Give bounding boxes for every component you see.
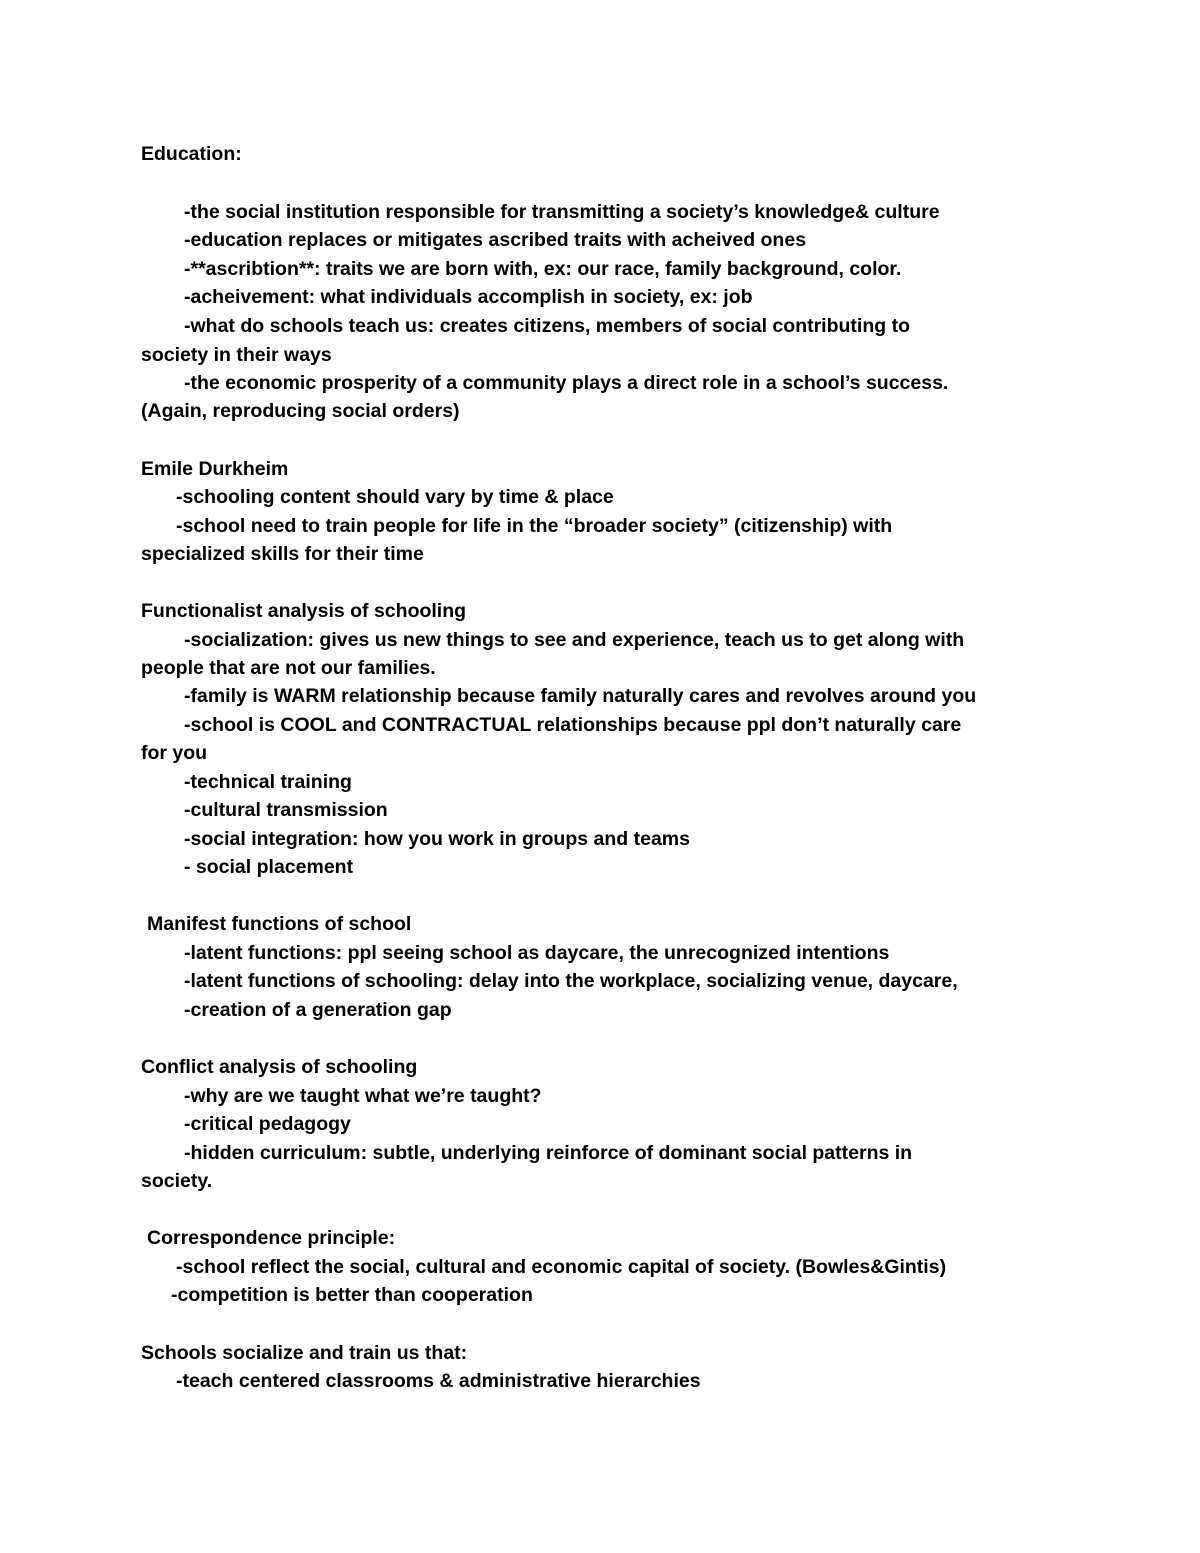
- bullet-line: -latent functions: ppl seeing school as daycare, the unrecognized intentions: [184, 942, 890, 964]
- bullet-line: -latent functions of schooling: delay into the workplace, socializing venue, daycare,: [184, 970, 958, 992]
- continuation-line: for you: [141, 742, 208, 764]
- continuation-line: society.: [141, 1170, 213, 1192]
- bullet-line: -cultural transmission: [184, 799, 388, 821]
- heading-correspondence-principle: Correspondence principle:: [147, 1227, 396, 1249]
- continuation-line: society in their ways: [141, 344, 332, 366]
- bullet-line: -critical pedagogy: [184, 1113, 351, 1135]
- bullet-line: -school is COOL and CONTRACTUAL relationships because ppl don’t naturally care: [184, 714, 962, 736]
- bullet-line: -teach centered classrooms & administrative hierarchies: [176, 1370, 701, 1392]
- bullet-line: -what do schools teach us: creates citizens, members of social contributing to: [184, 315, 910, 337]
- bullet-line: -technical training: [184, 771, 352, 793]
- bullet-line: -family is WARM relationship because family naturally cares and revolves around you: [184, 685, 977, 707]
- heading-manifest-functions: Manifest functions of school: [147, 913, 412, 935]
- continuation-line: (Again, reproducing social orders): [141, 400, 460, 422]
- continuation-line: people that are not our families.: [141, 657, 436, 679]
- bullet-line: -**ascribtion**: traits we are born with, ex: our race, family background, color.: [184, 258, 902, 280]
- bullet-line: - social placement: [184, 856, 354, 878]
- heading-functionalist-analysis: Functionalist analysis of schooling: [141, 600, 467, 622]
- bullet-line: -the economic prosperity of a community plays a direct role in a school’s success.: [184, 372, 949, 394]
- continuation-line: specialized skills for their time: [141, 543, 424, 565]
- bullet-line: -socialization: gives us new things to see and experience, teach us to get along with: [184, 629, 965, 651]
- bullet-line: -schooling content should vary by time & place: [176, 486, 614, 508]
- bullet-line: -acheivement: what individuals accomplish in society, ex: job: [184, 286, 753, 308]
- heading-education: Education:: [141, 143, 242, 165]
- heading-emile-durkheim: Emile Durkheim: [141, 458, 289, 480]
- bullet-line: -competition is better than cooperation: [171, 1284, 533, 1306]
- bullet-line: -the social institution responsible for transmitting a society’s knowledge& culture: [184, 201, 940, 223]
- bullet-line: -why are we taught what we’re taught?: [184, 1085, 542, 1107]
- bullet-line: -creation of a generation gap: [184, 999, 452, 1021]
- bullet-line: -school reflect the social, cultural and economic capital of society. (Bowles&Gintis): [176, 1256, 947, 1278]
- bullet-line: -school need to train people for life in the “broader society” (citizenship) with: [176, 515, 893, 537]
- heading-schools-socialize: Schools socialize and train us that:: [141, 1342, 468, 1364]
- heading-conflict-analysis: Conflict analysis of schooling: [141, 1056, 418, 1078]
- bullet-line: -hidden curriculum: subtle, underlying reinforce of dominant social patterns in: [184, 1142, 913, 1164]
- bullet-line: -social integration: how you work in groups and teams: [184, 828, 690, 850]
- bullet-line: -education replaces or mitigates ascribed traits with acheived ones: [184, 229, 807, 251]
